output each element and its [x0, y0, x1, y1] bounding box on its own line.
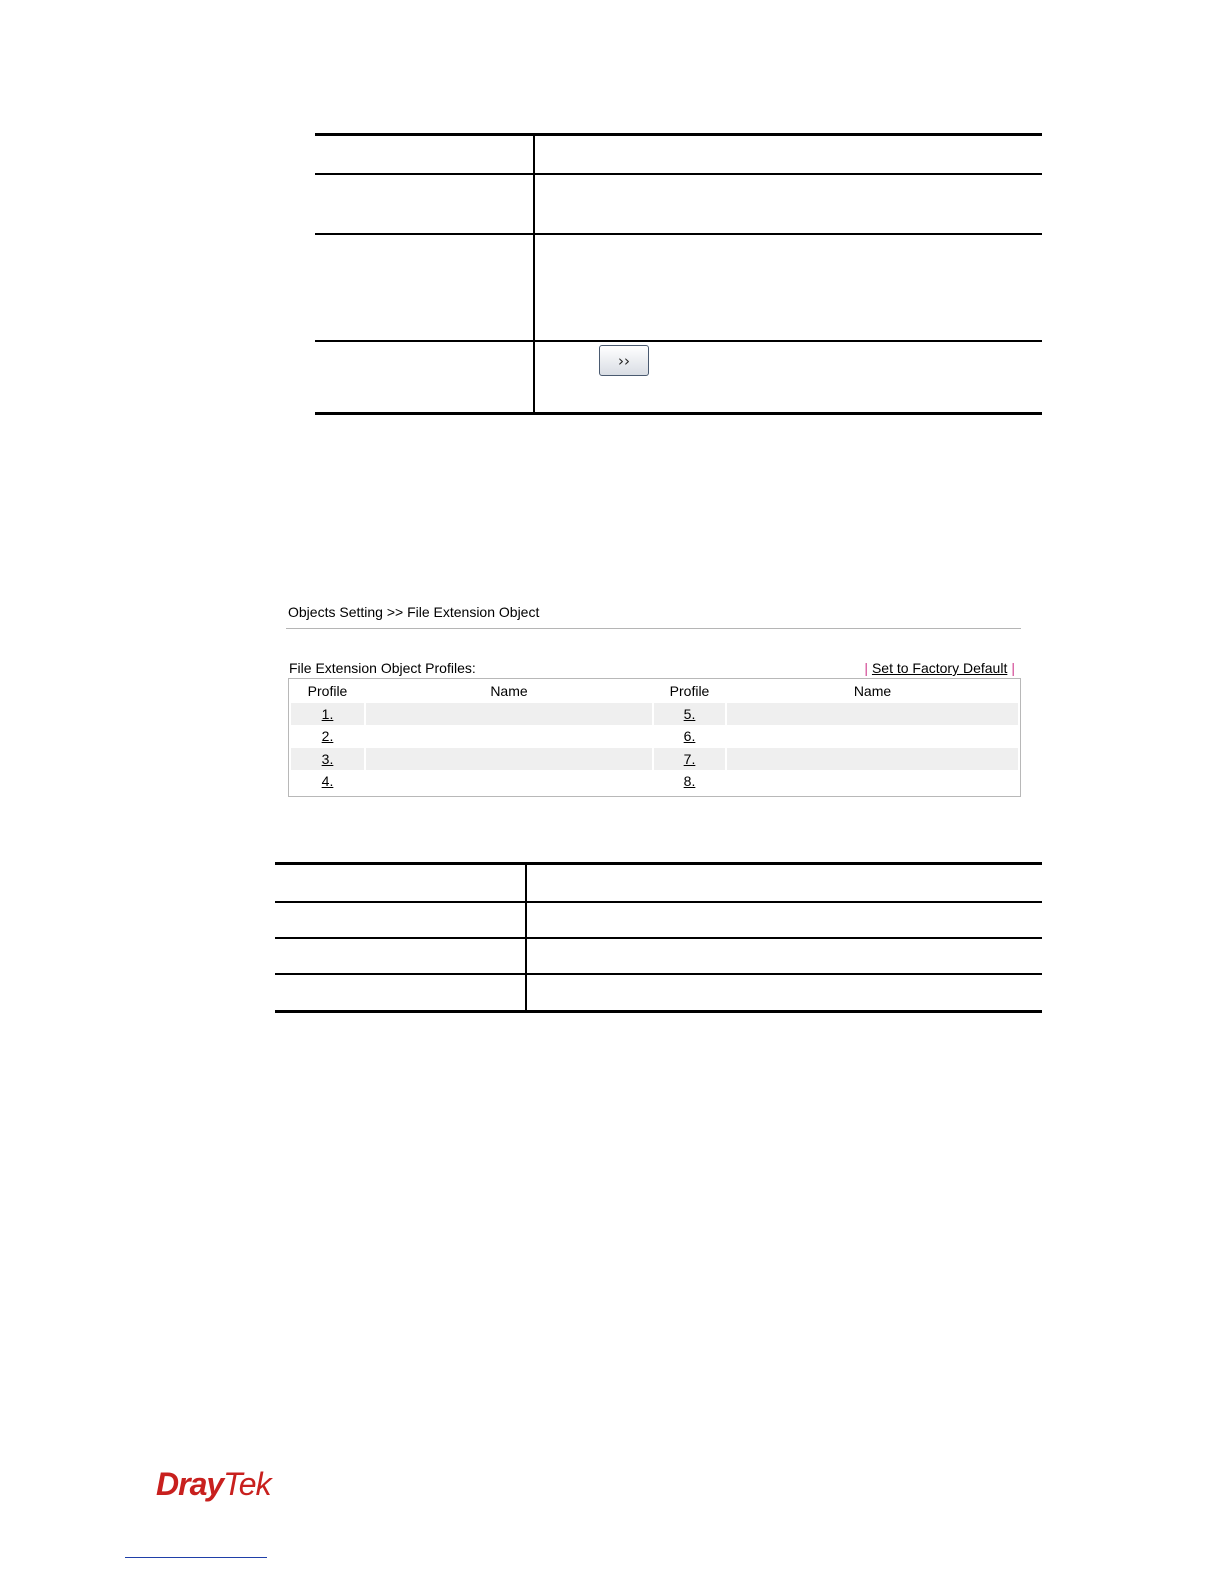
table-cell — [526, 938, 1042, 974]
profile-link[interactable]: 4. — [321, 773, 334, 790]
profile-name-cell — [727, 771, 1018, 793]
table-cell — [275, 974, 526, 1012]
table-header-cell — [534, 135, 1042, 175]
profile-name-cell — [366, 703, 652, 725]
table-cell — [315, 341, 534, 414]
table-cell — [534, 174, 1042, 234]
table-row — [291, 771, 1018, 793]
table-cell — [526, 974, 1042, 1012]
table-header-cell — [526, 864, 1042, 903]
profiles-table — [289, 679, 1020, 793]
profile-link[interactable]: 2. — [321, 728, 334, 745]
profile-link[interactable]: 1. — [321, 705, 334, 722]
footer-divider — [125, 1557, 267, 1558]
profile-name-cell — [727, 726, 1018, 748]
separator: | — [864, 660, 868, 676]
column-header-profile: Profile — [307, 683, 348, 699]
separator: | — [1011, 660, 1015, 676]
profile-name-cell — [366, 748, 652, 770]
table-header-cell — [315, 135, 534, 175]
description-table-bottom — [275, 862, 1042, 1013]
factory-default-area — [860, 660, 1019, 676]
file-extension-object-screenshot — [286, 600, 1022, 800]
profile-name-cell — [366, 771, 652, 793]
draytek-logo: DrayTek — [156, 1466, 271, 1502]
profile-link[interactable]: 6. — [683, 728, 696, 745]
description-table-top — [315, 133, 1042, 415]
column-header-profile: Profile — [669, 683, 710, 699]
profile-link[interactable]: 5. — [683, 705, 696, 722]
profile-name-cell — [366, 726, 652, 748]
table-cell — [275, 902, 526, 938]
profile-name-cell — [727, 748, 1018, 770]
table-row — [291, 726, 1018, 748]
table-cell — [275, 938, 526, 974]
more-button[interactable] — [599, 345, 649, 376]
table-cell — [315, 234, 534, 341]
table-cell — [534, 234, 1042, 341]
profile-link[interactable]: 7. — [683, 750, 696, 767]
breadcrumb-divider — [286, 628, 1021, 629]
table-cell — [315, 174, 534, 234]
profiles-title: File Extension Object Profiles: — [289, 660, 476, 676]
table-cell — [526, 902, 1042, 938]
table-row — [291, 703, 1018, 725]
table-row — [291, 748, 1018, 770]
profile-name-cell — [727, 703, 1018, 725]
profiles-table-box — [288, 678, 1021, 797]
double-chevron-icon: ›› — [618, 351, 630, 370]
set-factory-default-link[interactable]: Set to Factory Default — [871, 660, 1008, 676]
column-header-name: Name — [490, 683, 528, 699]
profile-link[interactable]: 8. — [683, 773, 696, 790]
profile-link[interactable]: 3. — [321, 750, 334, 767]
table-header-cell — [275, 864, 526, 903]
column-header-name: Name — [853, 683, 892, 699]
breadcrumb: Objects Setting >> File Extension Object — [288, 604, 540, 620]
